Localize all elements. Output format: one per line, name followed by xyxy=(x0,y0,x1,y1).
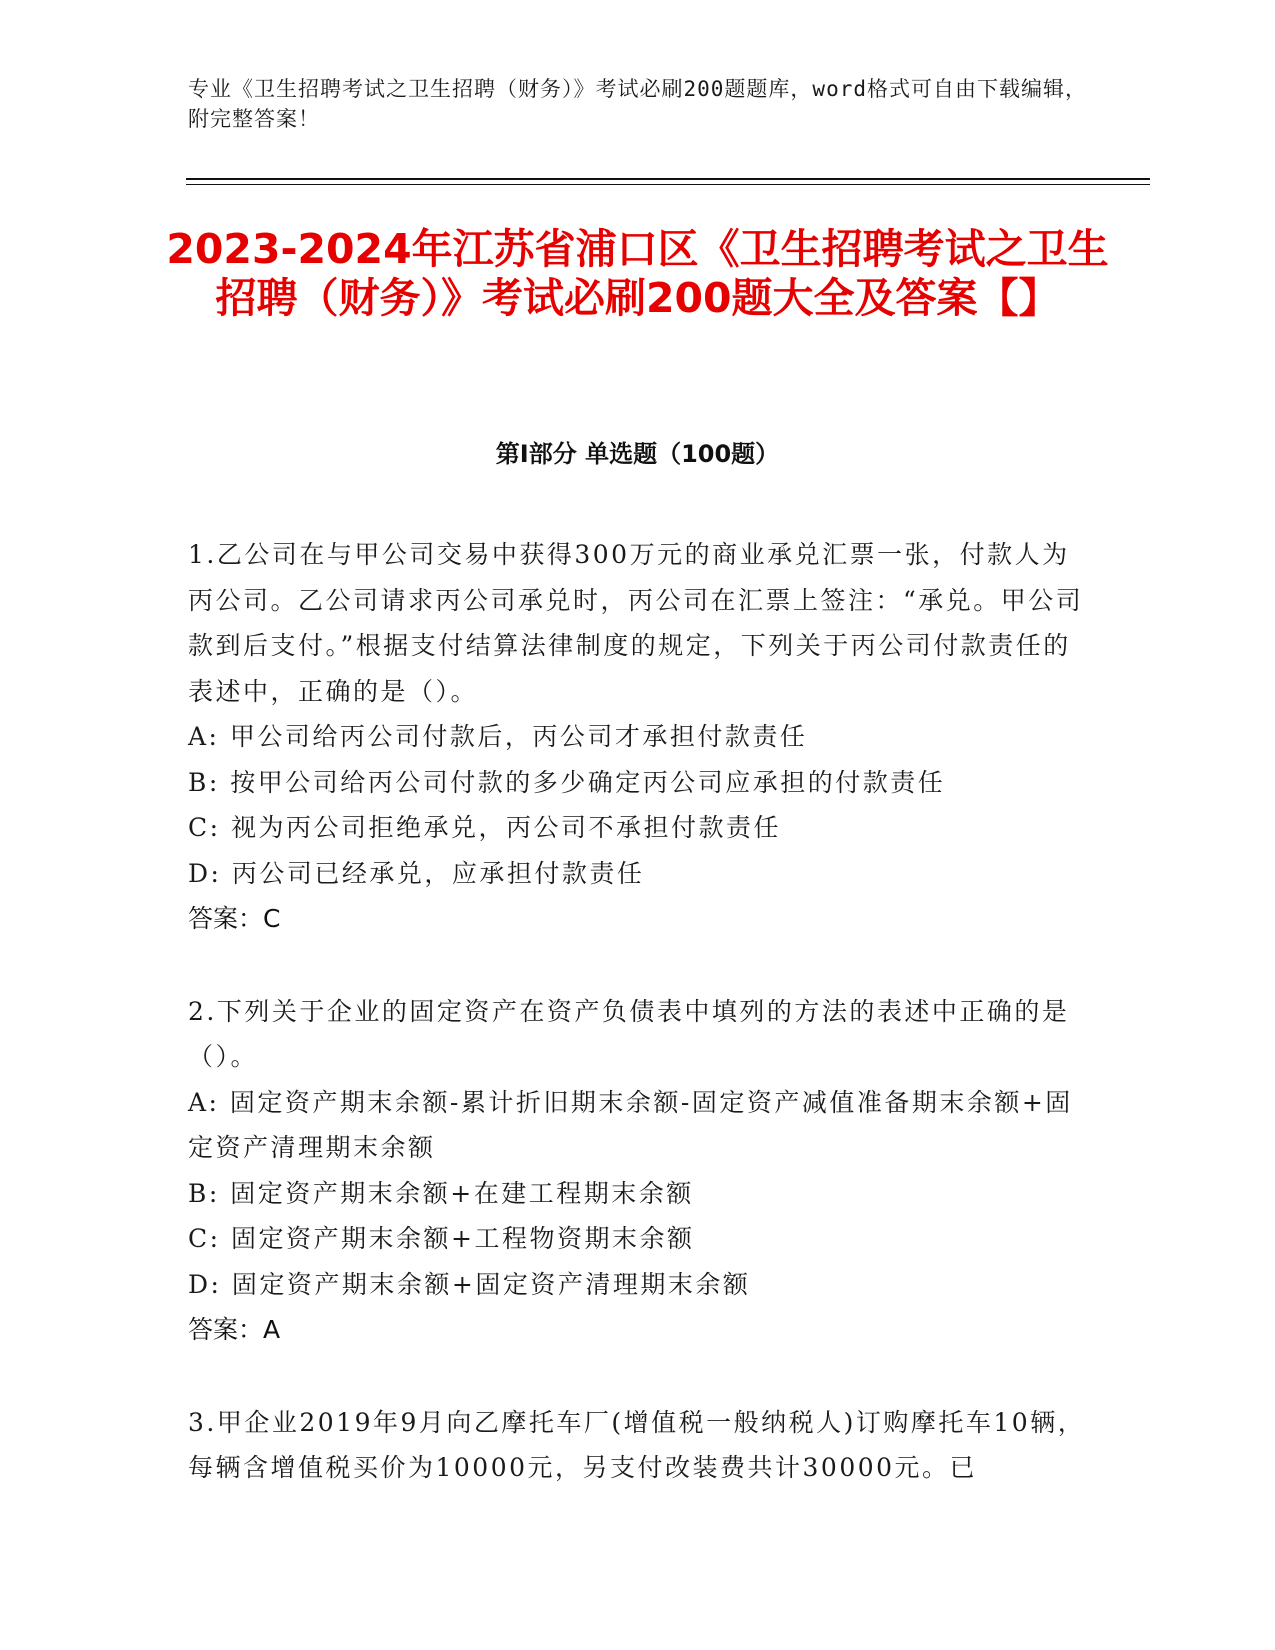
question-list xyxy=(188,532,1088,1538)
option-b: B: 按甲公司给丙公司付款的多少确定丙公司应承担的付款责任 xyxy=(188,767,946,797)
question-text: 2.下列关于企业的固定资产在资产负债表中填列的方法的表述中正确的是（）。 xyxy=(188,996,1070,1071)
answer-text: 答案：C xyxy=(188,904,281,933)
header-divider-thin xyxy=(186,184,1150,185)
option-c: C: 视为丙公司拒绝承兑，丙公司不承担付款责任 xyxy=(188,813,781,842)
answer-text: 答案：A xyxy=(188,1315,281,1344)
option-c: C: 固定资产期末余额+工程物资期末余额 xyxy=(188,1224,695,1253)
option-a: A: 固定资产期末余额-累计折旧期末余额-固定资产减值准备期末余额+固定资产清理期末余额 xyxy=(188,1087,1073,1162)
option-d: D: 固定资产期末余额+固定资产清理期末余额 xyxy=(188,1269,751,1299)
document-title: 2023-2024年江苏省浦口区《卫生招聘考试之卫生招聘（财务）》考试必刷200题大全及答案【】 xyxy=(166,225,1109,322)
option-b: B: 固定资产期末余额+在建工程期末余额 xyxy=(188,1178,694,1208)
question-item xyxy=(188,989,1088,1353)
question-item xyxy=(188,532,1088,942)
header-divider-thick xyxy=(186,178,1150,180)
section-heading: 第Ⅰ部分 单选题（100题） xyxy=(495,440,780,468)
document-intro: 专业《卫生招聘考试之卫生招聘（财务）》考试必刷200题题库，word格式可自由下载编辑，附完整答案！ xyxy=(188,77,1087,131)
question-text: 1.乙公司在与甲公司交易中获得300万元的商业承兑汇票一张，付款人为丙公司。乙公司请求丙公司承兑时，丙公司在汇票上签注：“承兑。甲公司款到后支付。”根据支付结算法律制度的规定，下列关于丙公司付款责任的表述中，正确的是（）。 xyxy=(188,540,1084,706)
option-a: A: 甲公司给丙公司付款后，丙公司才承担付款责任 xyxy=(188,722,808,751)
option-d: D: 丙公司已经承兑，应承担付款责任 xyxy=(188,858,645,888)
question-text: 3.甲企业2019年9月向乙摩托车厂(增值税一般纳税人)订购摩托车10辆，每辆含增值税买价为10000元，另支付改装费共计30000元。已 xyxy=(188,1407,1086,1482)
question-item xyxy=(188,1400,1088,1491)
